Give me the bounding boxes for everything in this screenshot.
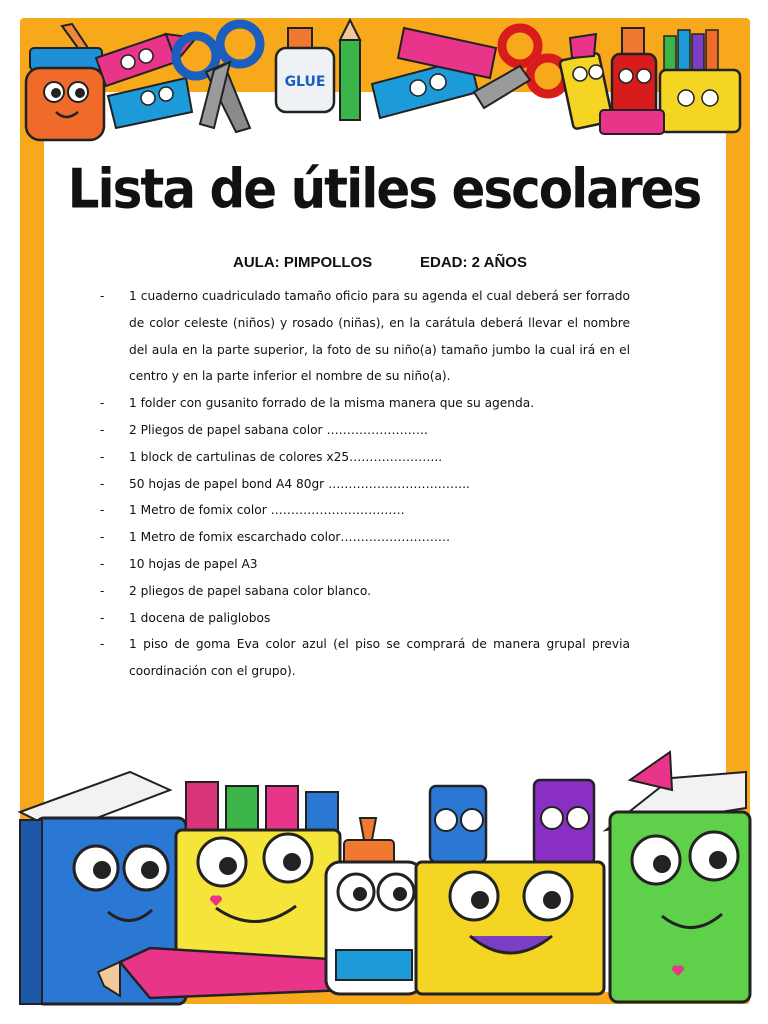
list-item-text: 1 folder con gusanito forrado de la misma manera que su agenda.	[129, 396, 535, 411]
list-item-text: 50 hojas de papel bond A4 80gr ……………………………..	[129, 476, 470, 491]
bottom-crayons-middle-icon	[430, 780, 594, 864]
list-item-text: 1 piso de goma Eva color azul (el piso se comprará de manera grupal previa coordinación con el grupo).	[129, 637, 630, 679]
list-item	[100, 283, 630, 390]
top-crayon-box-icon	[660, 30, 740, 132]
list-item-text: 1 block de cartulinas de colores x25…………………..	[129, 449, 443, 464]
list-item-text: 2 pliegos de papel sabana color blanco.	[129, 583, 371, 598]
list-item	[100, 551, 630, 578]
bullet-dash: -	[100, 610, 105, 625]
top-crayon-row-icon	[372, 28, 496, 118]
list-item-text: 10 hojas de papel A3	[129, 556, 258, 571]
list-item	[100, 471, 630, 498]
top-scissors-blue-icon	[176, 24, 260, 132]
list-item	[100, 631, 630, 685]
bullet-dash: -	[100, 476, 105, 491]
supplies-list	[100, 283, 630, 685]
list-item-text: 1 Metro de fomix escarchado color………………………	[129, 530, 451, 545]
top-crayon-blue-icon	[108, 78, 192, 128]
classroom-label: AULA: PIMPOLLOS	[233, 254, 373, 271]
top-glue-jar-icon	[276, 28, 334, 112]
top-eraser-pink-icon	[600, 110, 664, 134]
list-item-text: 1 cuaderno cuadriculado tamaño oficio para su agenda el cual deberá ser forrado de color celeste (niños) y rosado (niñas), en la carátula deberá llevar el nombre del aula en la parte superior, la foto de su niño(a) tamaño jumbo la cual irá en el centro y en la parte inferior el nombre de su niño(a).	[129, 289, 630, 384]
list-item-text: 2 Pliegos de papel sabana color …………………….	[129, 422, 428, 437]
top-glue-bottle-right-icon	[612, 28, 656, 118]
list-item	[100, 417, 630, 444]
list-item-text: 1 Metro de fomix color ……………………………	[129, 503, 405, 518]
list-item	[100, 497, 630, 524]
bottom-green-book-icon	[606, 752, 750, 1002]
bullet-dash: -	[100, 396, 105, 411]
bullet-dash: -	[100, 556, 105, 571]
page-title: Lista de útiles escolares	[67, 157, 701, 221]
top-pencil-green-icon	[340, 20, 360, 120]
bullet-dash: -	[100, 583, 105, 598]
bullet-dash: -	[100, 637, 105, 652]
bullet-dash: -	[100, 289, 105, 303]
bullet-dash: -	[100, 449, 105, 464]
glue-label: GLUE	[284, 74, 326, 90]
list-item	[100, 605, 630, 632]
age-label: EDAD: 2 AÑOS	[420, 254, 527, 271]
bullet-dash: -	[100, 530, 105, 545]
list-item	[100, 390, 630, 417]
bullet-dash: -	[100, 422, 105, 437]
list-item-text: 1 docena de paliglobos	[129, 610, 271, 625]
top-glue-bottle-icon	[26, 24, 104, 140]
bullet-dash: -	[100, 503, 105, 518]
list-item	[100, 578, 630, 605]
list-item	[100, 444, 630, 471]
list-item	[100, 524, 630, 551]
bottom-yellow-box-middle-icon	[416, 862, 604, 994]
